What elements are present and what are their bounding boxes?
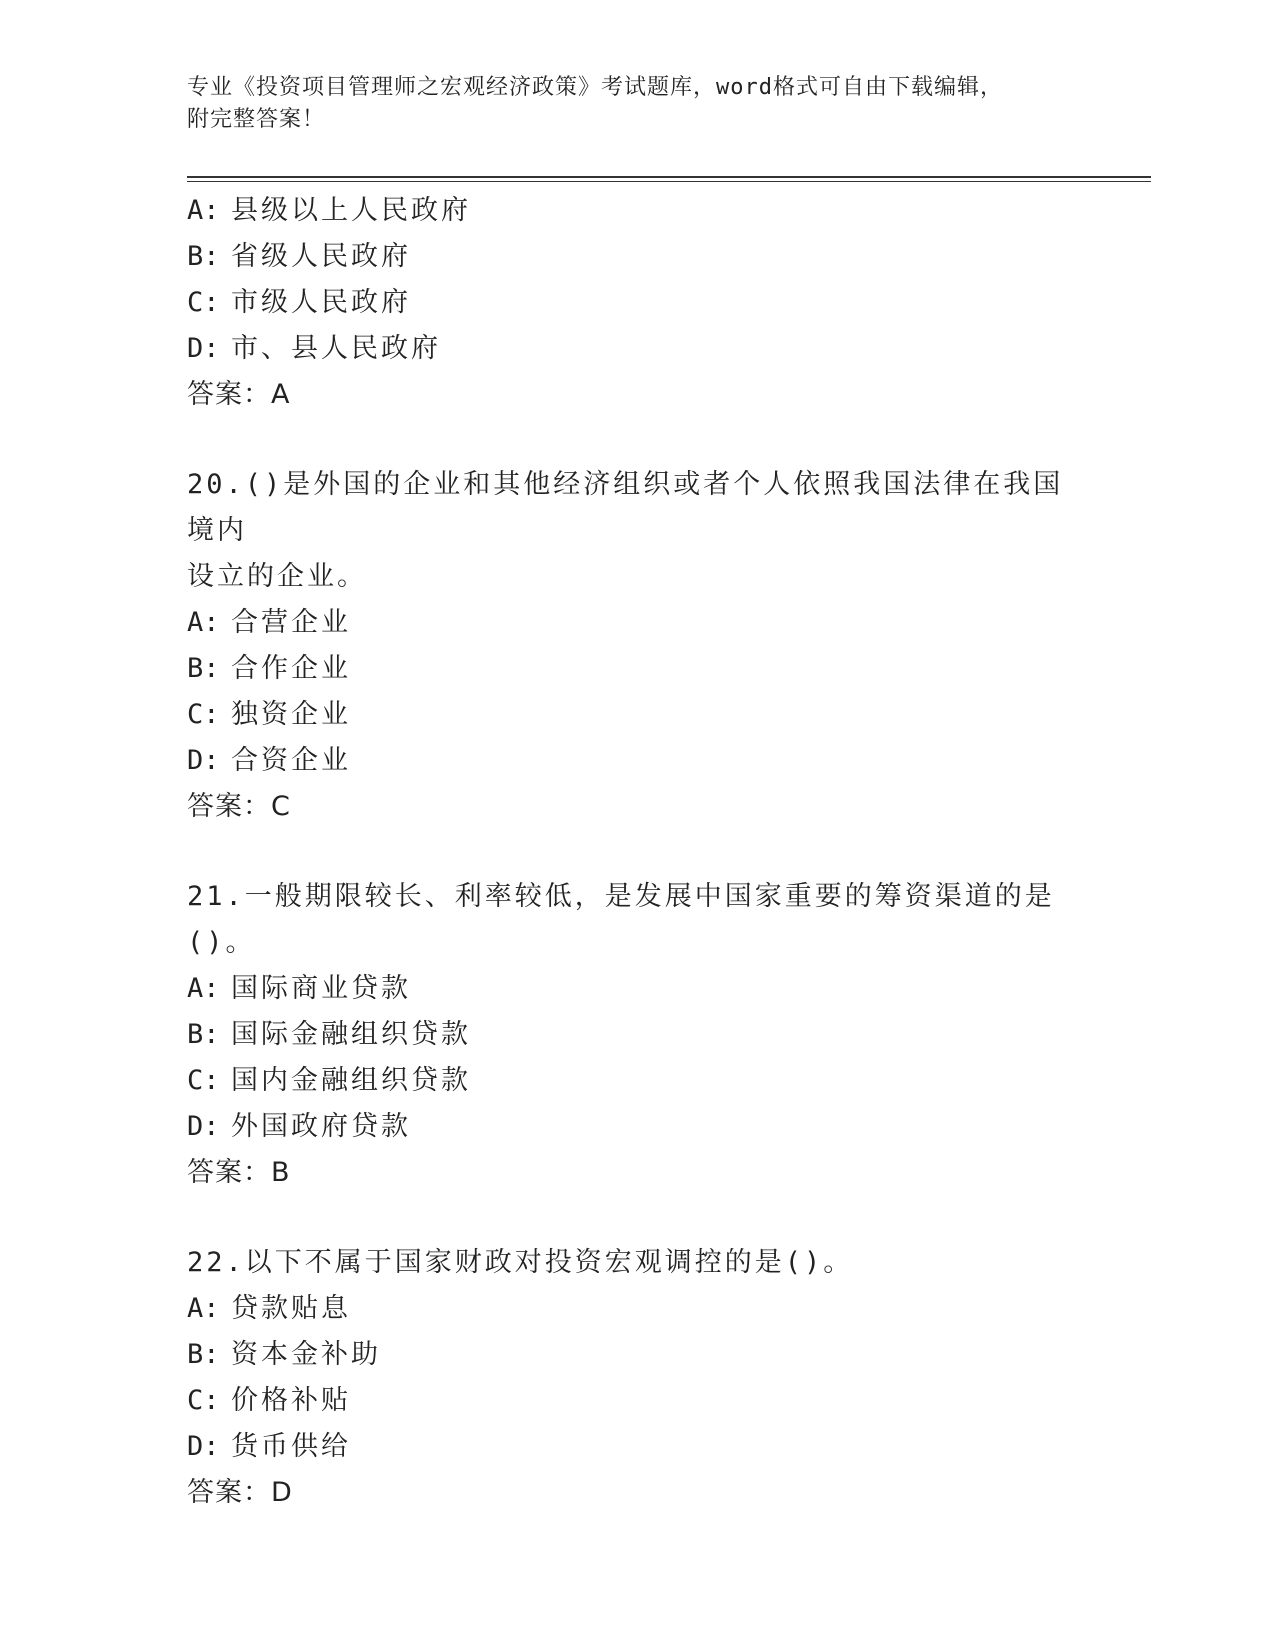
option-label: C:	[187, 287, 220, 318]
question-stem-line-1: 20.()是外国的企业和其他经济组织或者个人依照我国法律在我国境内	[187, 469, 1064, 546]
question-stem-line-1: 21.一般期限较长、利率较低，是发展中国家重要的筹资渠道的是()。	[187, 881, 1055, 958]
question-stem-line-1: 22.以下不属于国家财政对投资宏观调控的是()。	[187, 1247, 854, 1278]
option-text: 市级人民政府	[231, 287, 411, 318]
option-c	[187, 1378, 1127, 1424]
header-line-1: 专业《投资项目管理师之宏观经济政策》考试题库，word格式可自由下载编辑，	[187, 75, 1003, 100]
option-text: 国内金融组织贷款	[231, 1065, 471, 1096]
option-label: D:	[187, 745, 220, 776]
question-20	[187, 462, 1127, 830]
option-text: 合作企业	[231, 653, 351, 684]
option-text: 资本金补助	[231, 1339, 381, 1370]
option-b	[187, 1332, 1127, 1378]
answer: 答案：A	[187, 379, 291, 410]
option-label: B:	[187, 1339, 220, 1370]
option-label: A:	[187, 1293, 220, 1324]
question-22	[187, 1240, 1127, 1516]
spacer	[187, 418, 1127, 462]
option-label: D:	[187, 333, 220, 364]
option-a	[187, 188, 1127, 234]
option-d	[187, 738, 1127, 784]
option-label: D:	[187, 1111, 220, 1142]
question-list	[187, 188, 1127, 1516]
option-text: 国际金融组织贷款	[231, 1019, 471, 1050]
option-c	[187, 280, 1127, 326]
option-a	[187, 966, 1127, 1012]
option-text: 价格补贴	[231, 1385, 351, 1416]
header-line-2: 附完整答案！	[187, 107, 326, 132]
option-label: C:	[187, 1385, 220, 1416]
option-text: 县级以上人民政府	[231, 195, 471, 226]
header-rule-thick	[187, 176, 1151, 178]
answer: 答案：B	[187, 1157, 291, 1188]
spacer	[187, 830, 1127, 874]
option-text: 贷款贴息	[231, 1293, 351, 1324]
option-a	[187, 600, 1127, 646]
option-label: C:	[187, 699, 220, 730]
option-c	[187, 692, 1127, 738]
option-text: 独资企业	[231, 699, 351, 730]
spacer	[187, 1196, 1127, 1240]
option-label: B:	[187, 241, 220, 272]
header-rule-thin	[187, 181, 1151, 182]
option-label: A:	[187, 607, 220, 638]
option-text: 合营企业	[231, 607, 351, 638]
question-21	[187, 874, 1127, 1196]
option-b	[187, 1012, 1127, 1058]
option-text: 合资企业	[231, 745, 351, 776]
option-d	[187, 326, 1127, 372]
option-d	[187, 1424, 1127, 1470]
document-header	[187, 72, 1067, 136]
option-label: D:	[187, 1431, 220, 1462]
option-text: 外国政府贷款	[231, 1111, 411, 1142]
option-text: 货币供给	[231, 1431, 351, 1462]
answer: 答案：C	[187, 791, 291, 822]
option-c	[187, 1058, 1127, 1104]
option-text: 省级人民政府	[231, 241, 411, 272]
option-text: 国际商业贷款	[231, 973, 411, 1004]
option-label: A:	[187, 973, 220, 1004]
option-d	[187, 1104, 1127, 1150]
option-label: B:	[187, 1019, 220, 1050]
option-a	[187, 1286, 1127, 1332]
question-19	[187, 188, 1127, 418]
option-label: A:	[187, 195, 220, 226]
option-label: B:	[187, 653, 220, 684]
option-label: C:	[187, 1065, 220, 1096]
answer: 答案：D	[187, 1477, 293, 1508]
option-b	[187, 646, 1127, 692]
option-text: 市、县人民政府	[231, 333, 441, 364]
option-b	[187, 234, 1127, 280]
question-stem-line-2: 设立的企业。	[187, 561, 367, 592]
